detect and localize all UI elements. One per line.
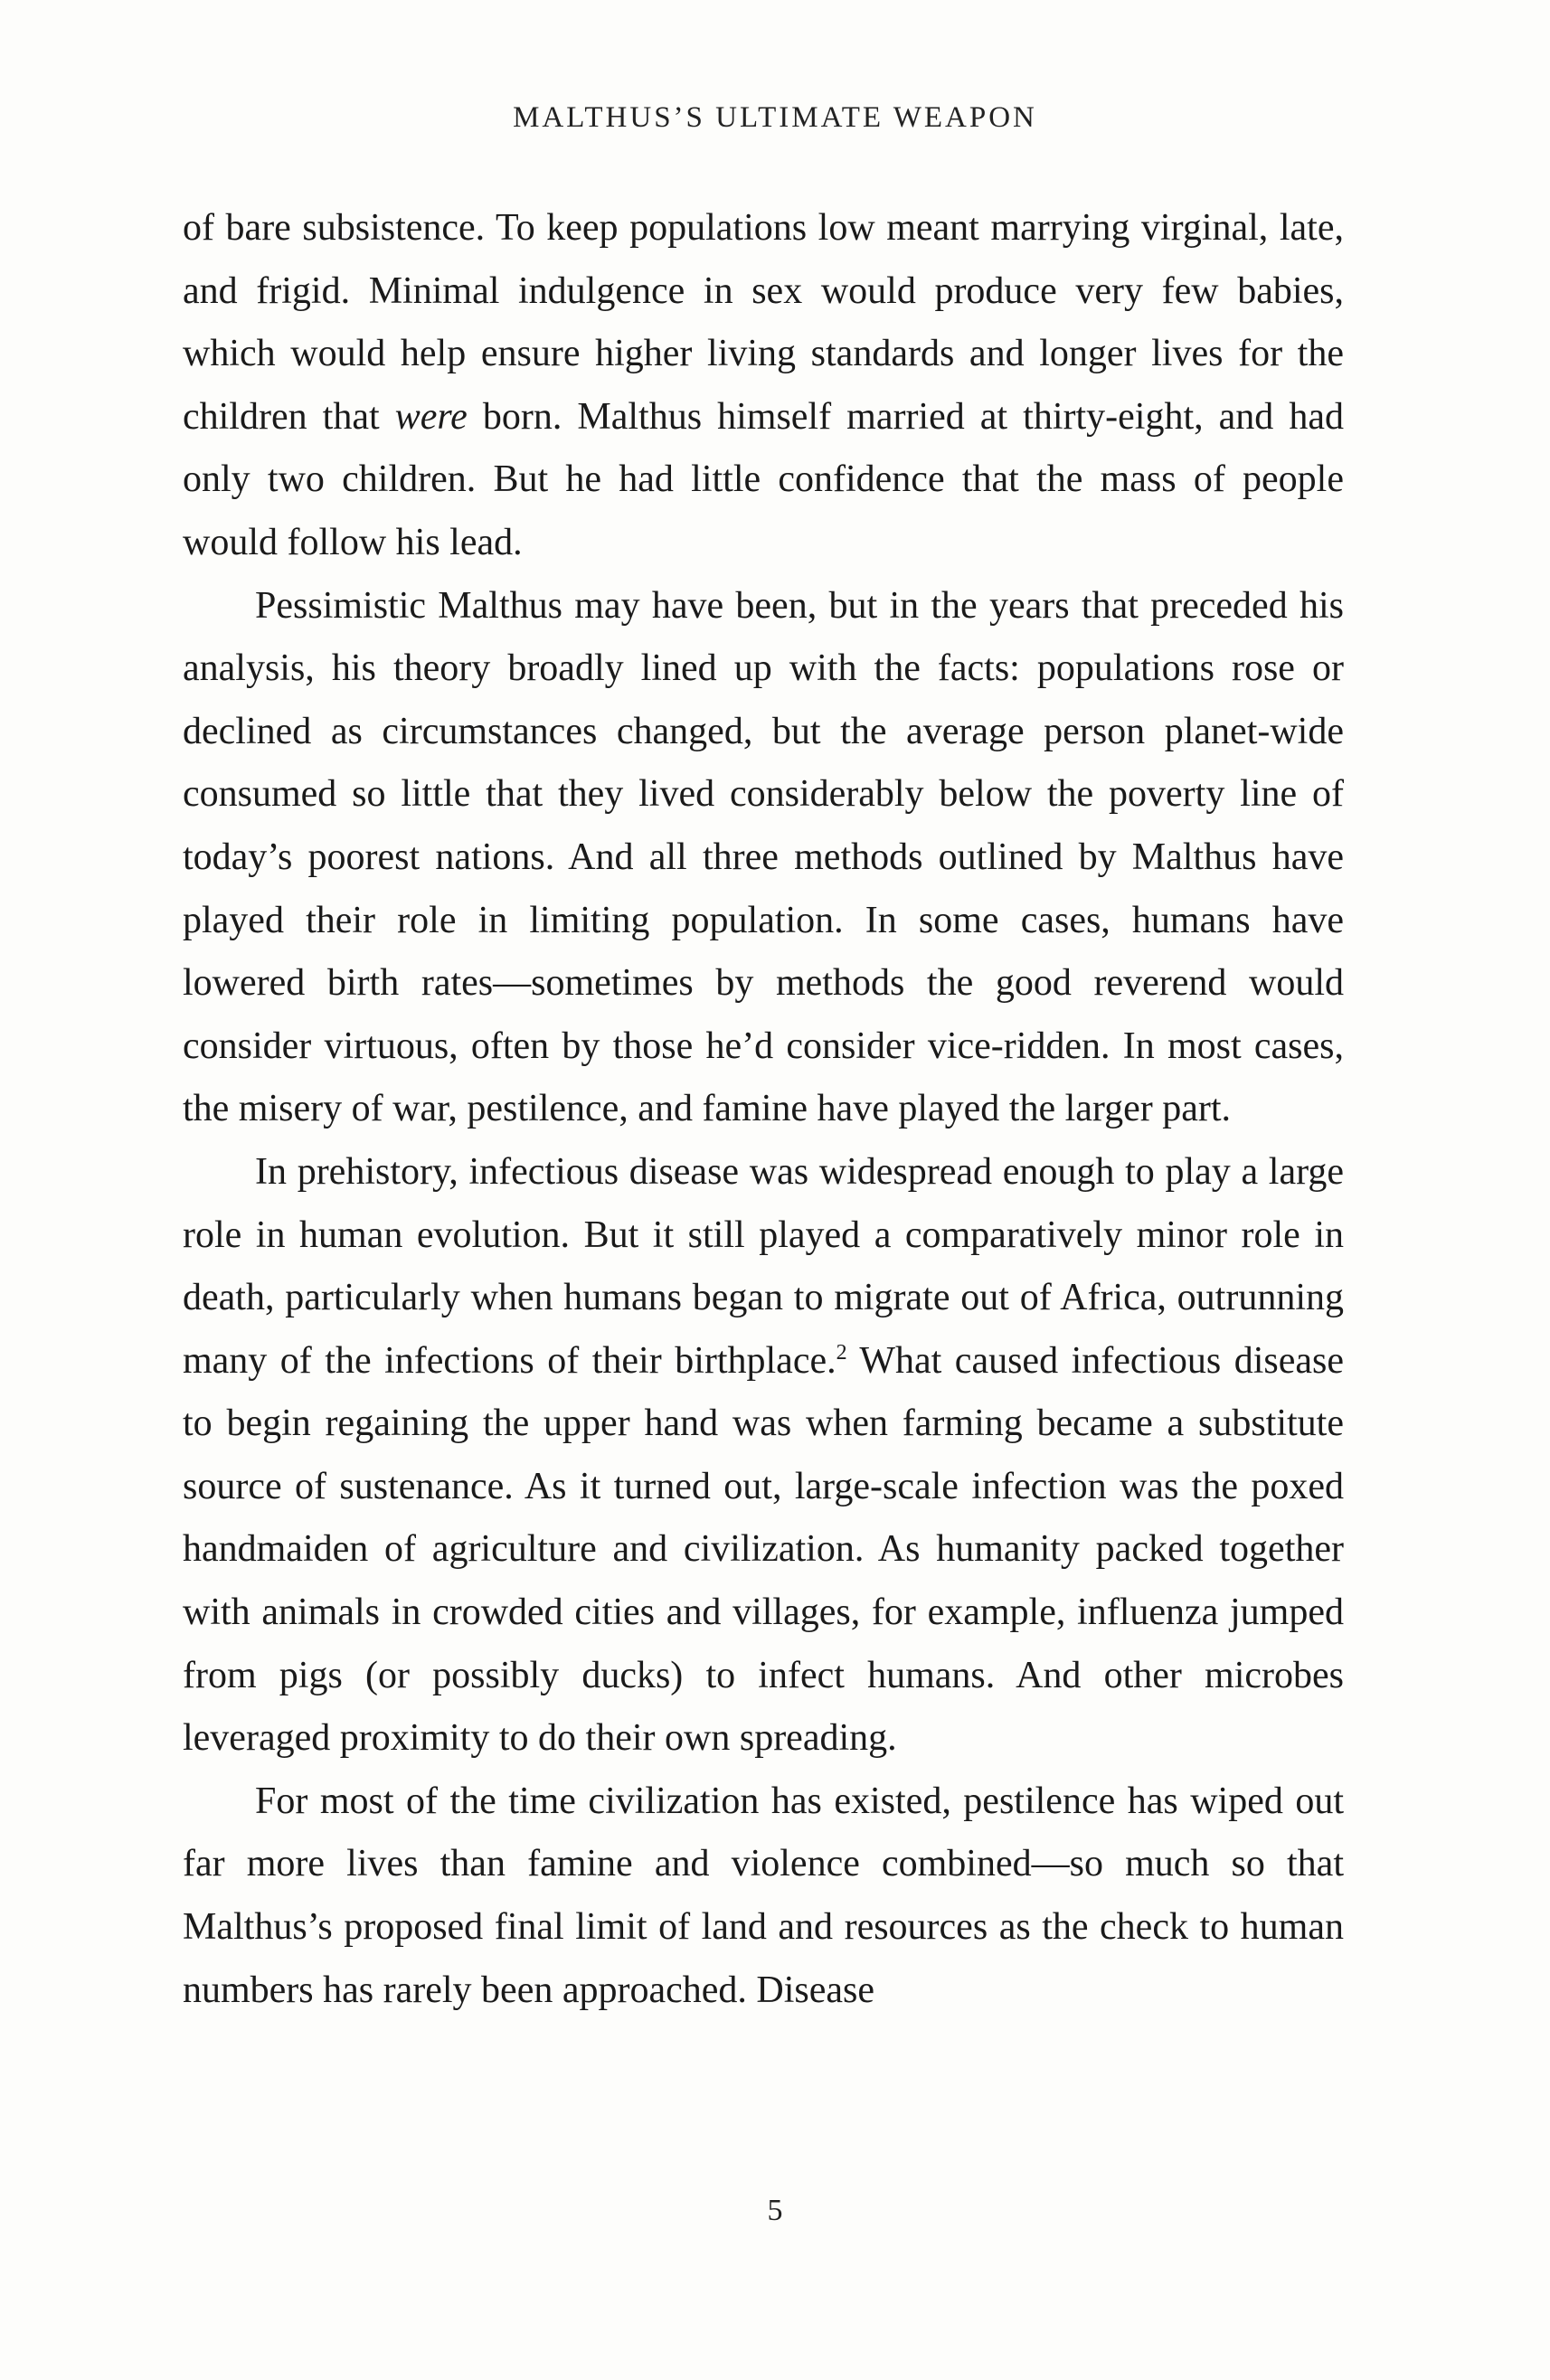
paragraph: Pessimistic Malthus may have been, but in the years that preceded his analysis, his theory broadly lined up with the facts: populations rose or declined as circumstances changed, but the average person planet-wide consumed so little that they lived considerably below the poverty line of today’s poorest nations. And all three methods outlined by Malthus have played their role in limiting population. In some cases, humans have lowered birth rates—sometimes by methods the good reverend would consider virtuous, often by those he’d consider vice-ridden. In most cases, the misery of war, pestilence, and famine have played the larger part. <box>183 584 1344 1130</box>
text-segment: born. Malthus himself married at thirty-eight, and had only two children. But he had little confidence that the mass of people would follow his lead. <box>183 395 1345 563</box>
paragraph-continuation <box>183 197 1344 575</box>
paragraph <box>183 1141 1344 1771</box>
text-segment: What caused infectious disease to begin regaining the upper hand was when farming became a substitute source of sustenance. As it turned out, large-scale infection was the poxed handmaiden of agriculture and civilization. As humanity packed together with animals in crowded cities and villages, for example, influenza jumped from pigs (or possibly ducks) to infect humans. And other microbes leveraged proximity to do their own spreading. <box>183 1339 1344 1760</box>
paragraph: For most of the time civilization has existed, pestilence has wiped out far more lives than famine and violence combined—so much so that Malthus’s proposed final limit of land and resources as the check to human numbers has rarely been approached. Disease <box>183 1780 1344 2011</box>
running-head: MALTHUS’S ULTIMATE WEAPON <box>513 101 1037 134</box>
text-segment: In prehistory, infectious disease was widespread enough to play a large role in human evolution. But it still played a comparatively minor role in death, particularly when humans began to migrate out of Africa, outrunning many of the infections of their birthplace. <box>183 1150 1344 1382</box>
text-segment: of bare subsistence. To keep populations low meant marrying virginal, late, and frigid. Minimal indulgence in sex would produce very few babies, which would help ensure higher living standards and longer lives for the children that <box>183 207 1344 438</box>
page-number: 5 <box>767 2194 783 2227</box>
body-text <box>183 197 1344 2022</box>
italic-emphasis: were <box>394 395 468 438</box>
footnote-marker: 2 <box>836 1340 847 1365</box>
